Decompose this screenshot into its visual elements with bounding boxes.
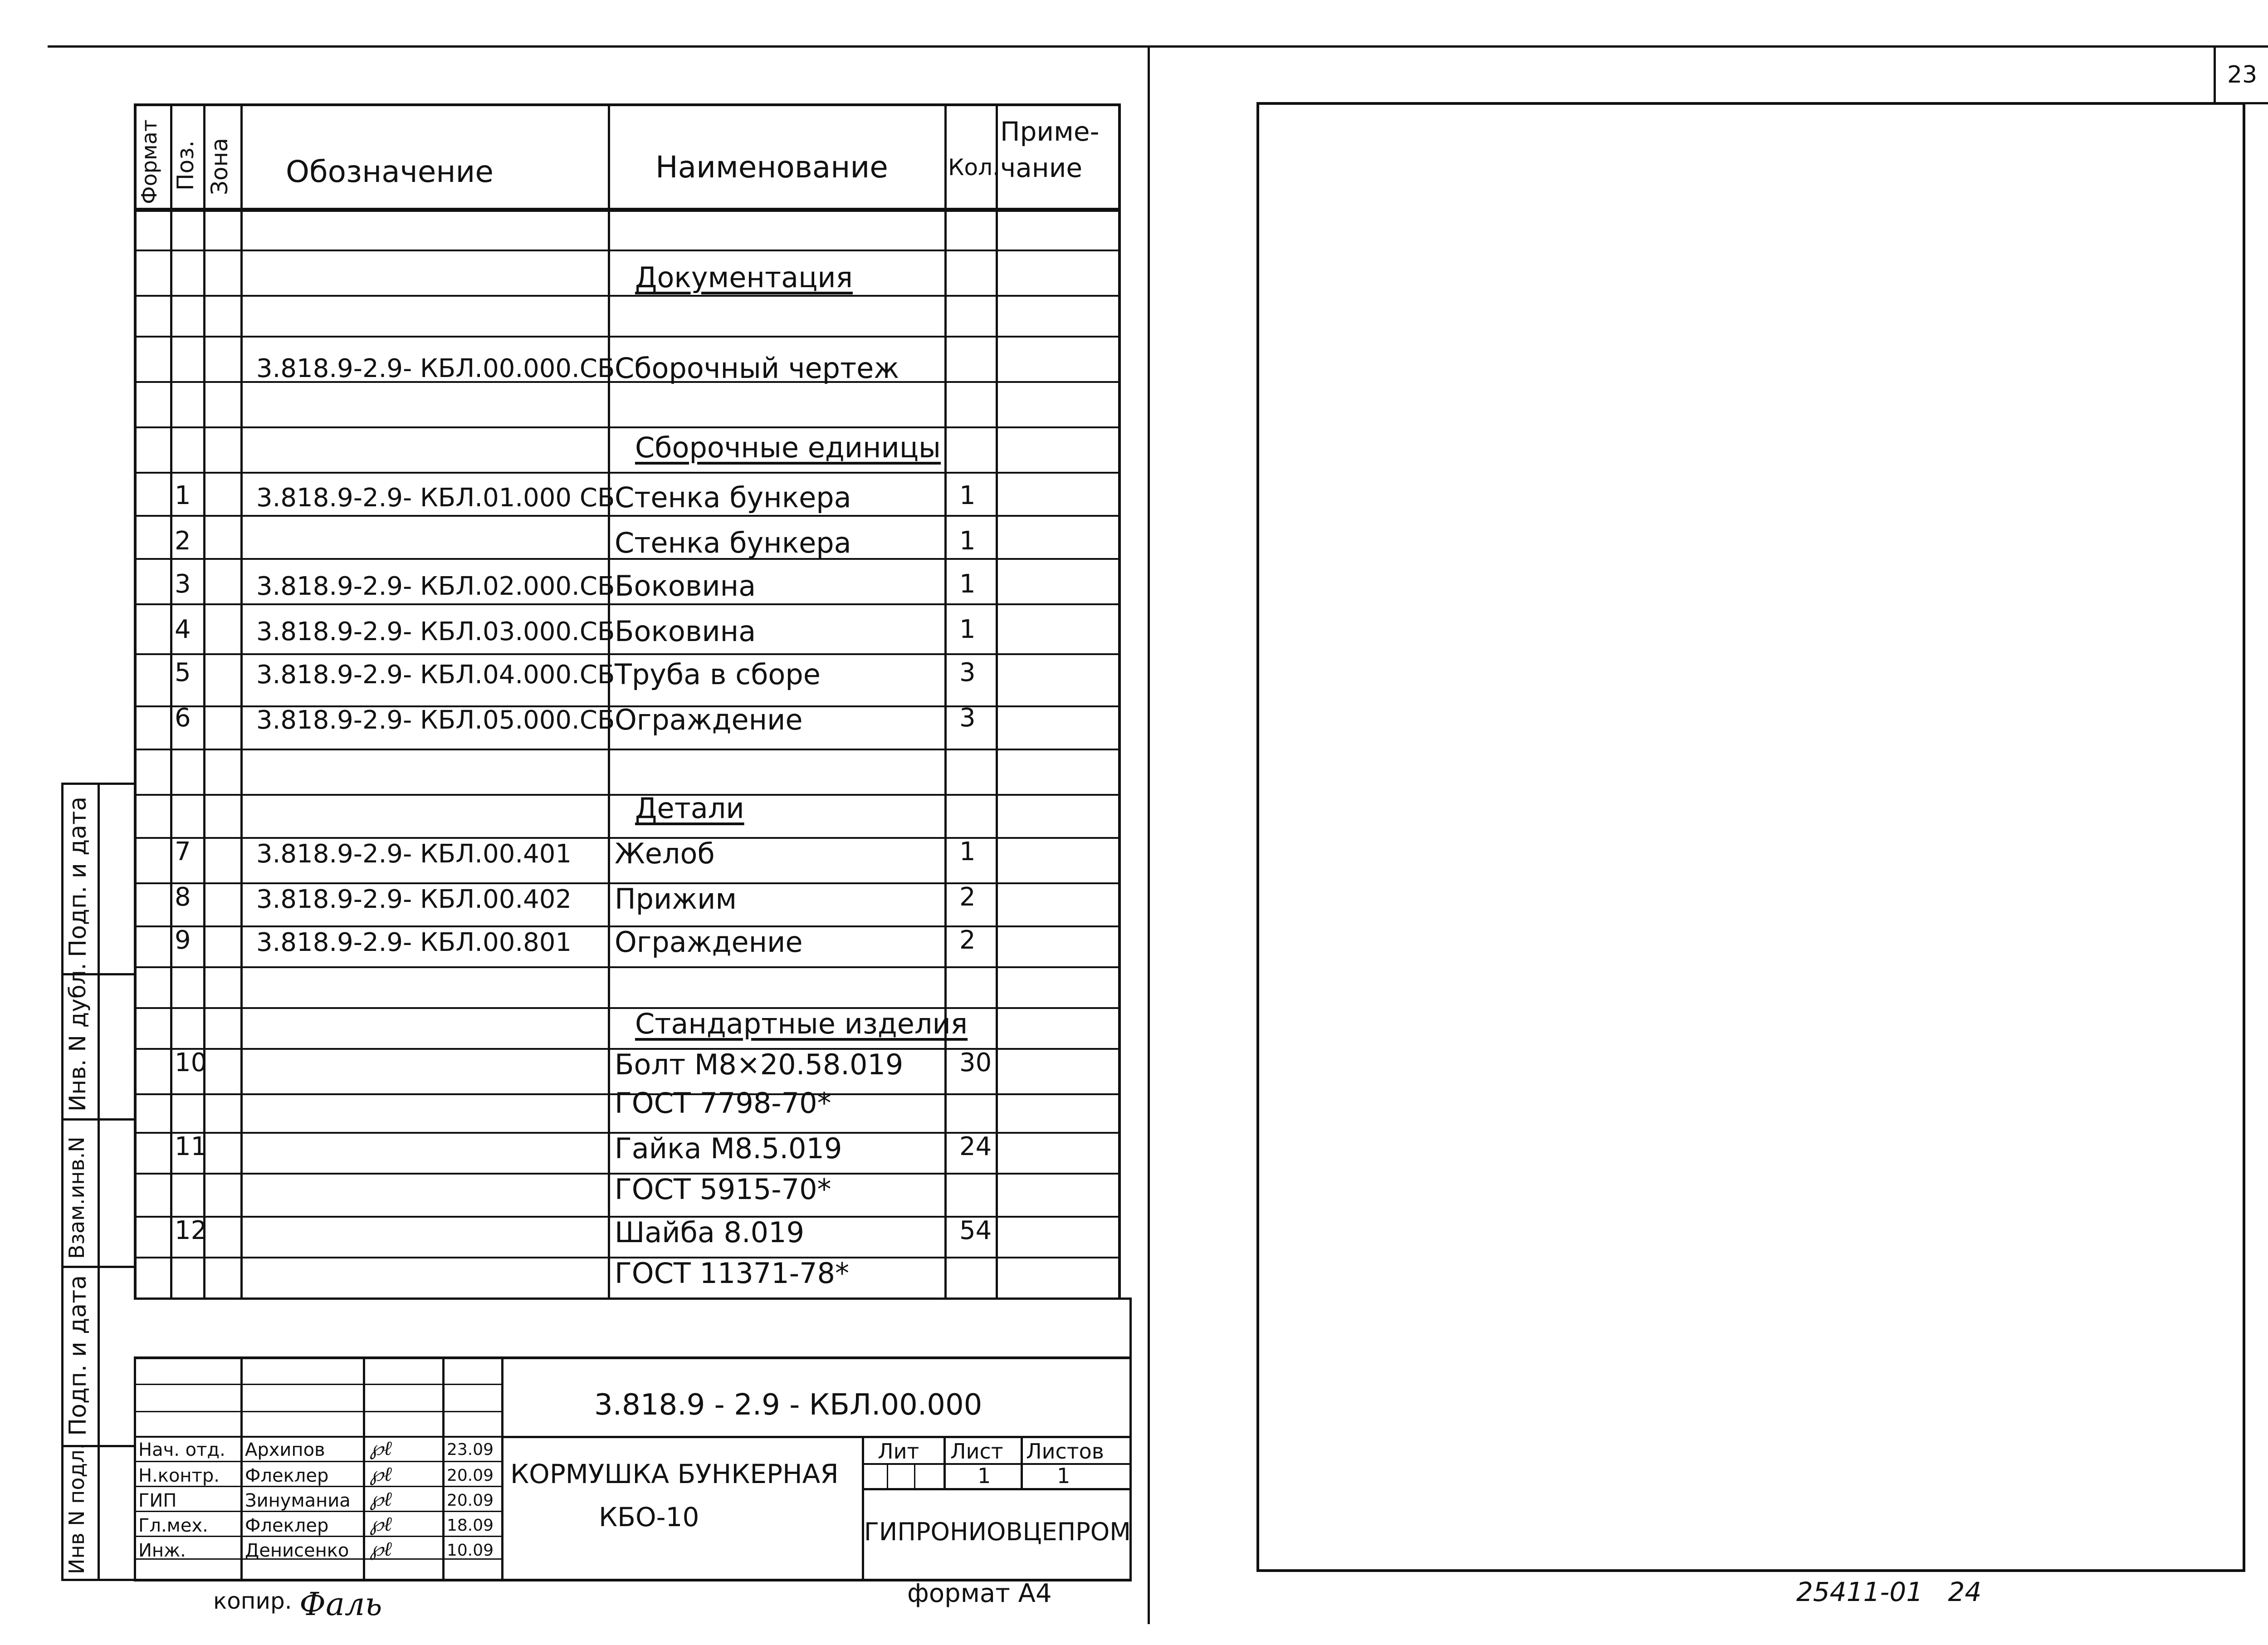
row-designation: 3.818.9-2.9- КБЛ.05.000.СБ xyxy=(256,705,615,735)
sheets-label: Листов xyxy=(1026,1439,1104,1464)
sheet-value: 1 xyxy=(978,1464,991,1488)
row-pos: 6 xyxy=(175,703,191,733)
sheet-label: Лист xyxy=(950,1439,1003,1464)
lit-label: Лит xyxy=(878,1439,919,1464)
stamp-dup-inv: Инв. N дубл. xyxy=(64,963,91,1111)
tb-date: 10.09 xyxy=(447,1541,494,1560)
row-qty: 2 xyxy=(959,925,976,955)
tb-name: Денисенко xyxy=(245,1540,349,1561)
tb-name: Флеклер xyxy=(245,1465,329,1486)
row-qty: 3 xyxy=(959,658,976,687)
row-qty: 24 xyxy=(959,1132,992,1161)
row-designation: 3.818.9-2.9- КБЛ.03.000.СБ xyxy=(256,617,615,646)
row-designation: 3.818.9-2.9- КБЛ.01.000 СБ xyxy=(256,483,615,513)
row-name: Сборочный чертеж xyxy=(615,352,899,385)
copied-label: копир. xyxy=(213,1588,292,1614)
stamp-replace-inv: Взам.инв.N xyxy=(64,1136,89,1259)
stamp-orig-inv: Инв N подл. xyxy=(64,1443,89,1574)
row-name: Гайка М8.5.019 xyxy=(615,1132,842,1165)
stamp-sign-date-1: Подп. и дата xyxy=(64,796,92,957)
tb-role: Гл.мех. xyxy=(138,1515,208,1536)
tb-role: ГИП xyxy=(138,1490,177,1511)
tb-name: Архипов xyxy=(245,1439,325,1460)
tb-role: Нач. отд. xyxy=(138,1439,225,1460)
row-pos: 11 xyxy=(175,1132,207,1161)
row-designation: 3.818.9-2.9- КБЛ.04.000.СБ xyxy=(256,660,615,690)
tb-date: 20.09 xyxy=(447,1491,494,1510)
format-label: формат А4 xyxy=(907,1579,1052,1608)
row-pos: 4 xyxy=(175,615,191,644)
tb-signature: ℘ℓ xyxy=(370,1437,392,1460)
row-name: Шайба 8.019 xyxy=(615,1216,805,1249)
row-name: Прижим xyxy=(615,882,737,916)
row-qty: 1 xyxy=(959,837,976,867)
header-name: Наименование xyxy=(655,150,888,185)
page-divider xyxy=(1148,45,1150,1624)
row-name: ГОСТ 11371-78* xyxy=(615,1257,849,1290)
row-designation: 3.818.9-2.9- КБЛ.00.801 xyxy=(256,928,572,957)
row-qty: 1 xyxy=(959,615,976,644)
tb-signature: ℘ℓ xyxy=(370,1488,392,1511)
header-zone: Зона xyxy=(206,138,233,195)
row-name: Боковина xyxy=(615,615,756,648)
product-name: КОРМУШКА БУНКЕРНАЯ xyxy=(510,1459,839,1489)
row-qty: 3 xyxy=(959,703,976,733)
row-name: Ограждение xyxy=(615,925,803,959)
row-pos: 9 xyxy=(175,925,191,955)
row-name: Стенка бункера xyxy=(615,526,851,559)
row-qty: 1 xyxy=(959,481,976,510)
tb-role: Н.контр. xyxy=(138,1465,220,1486)
row-pos: 12 xyxy=(175,1216,207,1245)
row-name: Боковина xyxy=(615,569,756,602)
tb-signature: ℘ℓ xyxy=(370,1463,392,1486)
row-qty: 54 xyxy=(959,1216,992,1245)
row-qty: 2 xyxy=(959,882,976,912)
row-pos: 5 xyxy=(175,658,191,687)
sheets-value: 1 xyxy=(1057,1464,1070,1488)
copier-signature: Фаль xyxy=(299,1586,382,1623)
row-name: Стенка бункера xyxy=(615,481,851,514)
row-pos: 2 xyxy=(175,526,191,556)
row-name: Ограждение xyxy=(615,703,803,736)
row-name: ГОСТ 7798-70* xyxy=(615,1087,831,1120)
row-qty: 30 xyxy=(959,1048,992,1077)
stamp-sign-date-2: Подп. и дата xyxy=(64,1275,92,1436)
tb-signature: ℘ℓ xyxy=(370,1513,392,1536)
header-designation: Обозначение xyxy=(286,154,494,189)
tb-date: 20.09 xyxy=(447,1466,494,1485)
section-heading: Детали xyxy=(635,792,744,825)
header-note: Приме- чание xyxy=(1000,116,1100,183)
row-pos: 10 xyxy=(175,1048,207,1077)
tb-role: Инж. xyxy=(138,1540,186,1561)
tb-name: Зинуманиа xyxy=(245,1490,351,1511)
row-name: Болт М8×20.58.019 xyxy=(615,1048,904,1081)
row-pos: 8 xyxy=(175,882,191,912)
section-heading: Документация xyxy=(635,261,853,294)
tb-name: Флеклер xyxy=(245,1515,329,1536)
row-designation: 3.818.9-2.9- КБЛ.00.402 xyxy=(256,885,572,914)
row-name: Желоб xyxy=(615,837,715,870)
section-heading: Стандартные изделия xyxy=(635,1007,968,1040)
row-designation: 3.818.9-2.9- КБЛ.02.000.СБ xyxy=(256,572,615,601)
row-designation: 3.818.9-2.9- КБЛ.00.401 xyxy=(256,839,572,869)
row-qty: 1 xyxy=(959,569,976,599)
row-designation: 3.818.9-2.9- КБЛ.00.000.СБ xyxy=(256,354,615,383)
header-pos: Поз. xyxy=(172,140,199,191)
row-pos: 1 xyxy=(175,481,191,510)
doc-code: 3.818.9 - 2.9 - КБЛ.00.000 xyxy=(594,1388,982,1422)
tb-date: 18.09 xyxy=(447,1516,494,1535)
row-qty: 1 xyxy=(959,526,976,556)
row-name: Труба в сборе xyxy=(615,658,821,691)
blank-sheet-frame xyxy=(1256,102,2245,1572)
section-heading: Сборочные единицы xyxy=(635,431,941,464)
page-number: 23 xyxy=(2227,61,2258,88)
row-pos: 3 xyxy=(175,569,191,599)
header-qty: Кол. xyxy=(948,154,1000,181)
organization: ГИПРОНИОВЦЕПРОМ xyxy=(864,1518,1131,1546)
header-format: Формат xyxy=(137,119,161,204)
row-name: ГОСТ 5915-70* xyxy=(615,1173,831,1206)
tb-signature: ℘ℓ xyxy=(370,1537,392,1561)
product-code: КБО-10 xyxy=(599,1502,699,1532)
archive-number: 25411-01 24 xyxy=(1796,1576,1982,1607)
row-pos: 7 xyxy=(175,837,191,867)
tb-date: 23.09 xyxy=(447,1440,494,1459)
